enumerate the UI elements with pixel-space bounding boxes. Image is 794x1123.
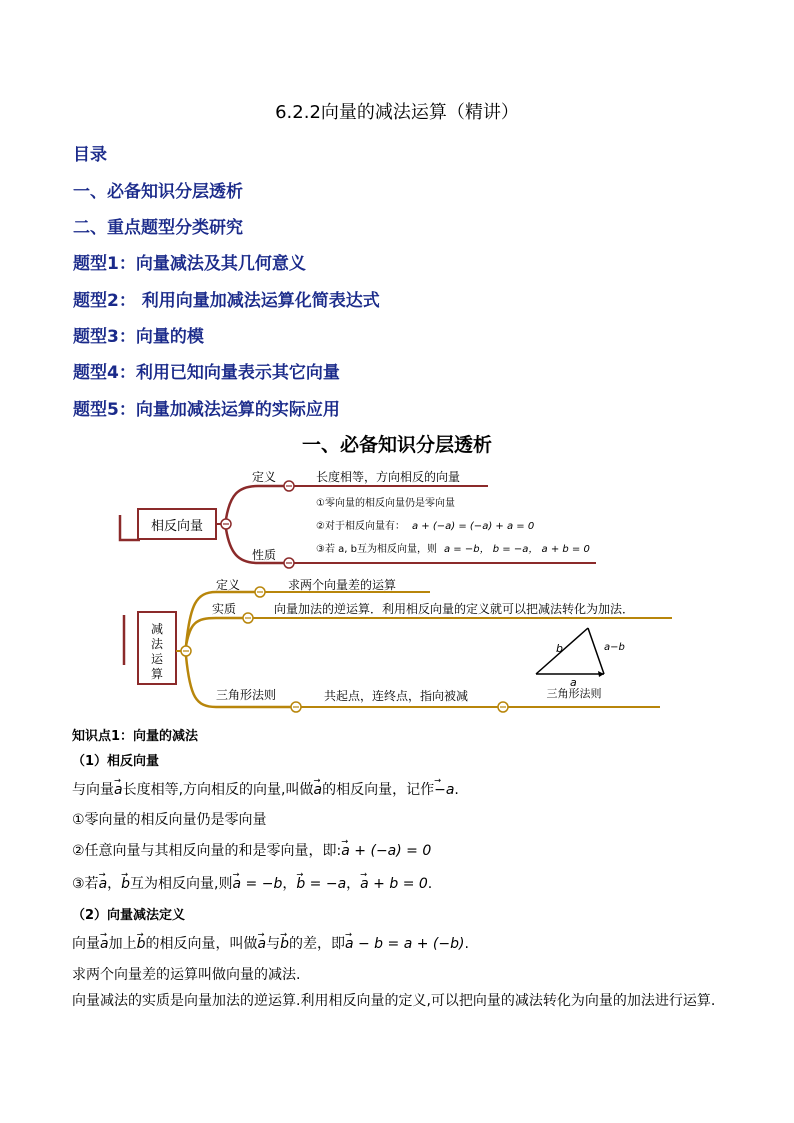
subheading-opposite: （1）相反向量 (72, 754, 160, 769)
mind-map (0, 455, 794, 717)
triangle-a-label: a (570, 676, 577, 689)
vec-a: → a (314, 782, 323, 798)
section-heading: 一、必备知识分层透析 (301, 434, 492, 456)
formula-a-plus-b: → a + b = 0 (360, 876, 428, 892)
triangle-caption: 三角形法则 (546, 687, 602, 700)
triangle-rule-figure (536, 628, 625, 700)
subtraction-def-label: 定义 (215, 578, 241, 592)
subtraction-essence-label: 实质 (211, 602, 237, 616)
toc-item-1[interactable]: 一、必备知识分层透析 (73, 182, 243, 202)
subtraction-branch (124, 577, 672, 712)
triangle-a-minus-b-label: a−b (604, 642, 625, 653)
subtraction-essence-text: 向量加法的逆运算．利用相反向量的定义就可以把减法转化为加法． (274, 602, 635, 616)
page-title: 6.2.2向量的减法运算（精讲） (275, 102, 519, 123)
opposite-prop-3-formula: a = −b， b = −a， a + b = 0 (444, 544, 590, 555)
vec-a: → a (114, 782, 123, 798)
toc-item-4[interactable]: 题型2： 利用向量加减法运算化简表达式 (73, 291, 380, 311)
line-zero-vector: ①零向量的相反向量仍是零向量 (72, 812, 267, 828)
opposite-prop-label: 性质 (251, 548, 277, 562)
subtraction-triangle-text: 共起点，连终点，指向被减 (324, 689, 469, 703)
opposite-prop-2-formula: a + (−a) = (−a) + a = 0 (412, 521, 535, 532)
toc-item-3[interactable]: 题型1：向量减法及其几何意义 (73, 254, 306, 274)
line-subtraction-def: 向量→ a加上→ b的相反向量，叫做→ a与→ b的差，即→ a − b = a + (−b). (72, 933, 469, 953)
line-subtraction-essence: 向量减法的实质是向量加法的逆运算.利用相反向量的定义,可以把向量的减法转化为向量的加法进行运算. (72, 993, 716, 1009)
subtraction-root-char-2: 法 (150, 637, 164, 651)
subtraction-root-char-1: 减 (150, 622, 164, 636)
formula-difference: → a − b = a + (−b) (345, 936, 464, 952)
opposite-def-text: 长度相等，方向相反的向量 (316, 470, 461, 484)
toc-item-2[interactable]: 二、重点题型分类研究 (73, 218, 243, 238)
line-opposite-def: 与向量→ a长度相等,方向相反的向量,叫做→ a的相反向量，记作→ −a. (72, 779, 459, 799)
subtraction-triangle-label: 三角形法则 (215, 688, 277, 702)
knowledge-point-1: 知识点1：向量的减法 (72, 729, 199, 744)
triangle-b-label: b (556, 642, 563, 655)
opposite-prop-2-prefix: ②对于相反向量有： (316, 521, 405, 532)
opposite-vectors-branch (120, 469, 596, 568)
subheading-subtraction: （2）向量减法定义 (72, 908, 186, 923)
subtraction-root-char-4: 算 (150, 667, 164, 681)
toc-item-6[interactable]: 题型4：利用已知向量表示其它向量 (73, 363, 340, 383)
opposite-root-label: 相反向量 (150, 519, 204, 534)
line-sum-zero: ②任意向量与其相反向量的和是零向量，即:→ a + (−a) = 0 (72, 840, 431, 860)
line-subtraction-name: 求两个向量差的运算叫做向量的减法. (72, 967, 301, 983)
opposite-def-label: 定义 (251, 470, 277, 484)
formula-a-neg-b: → a = −b (233, 876, 283, 892)
subtraction-def-text: 求两个向量差的运算 (288, 578, 397, 592)
opposite-prop-3-prefix: ③若 a, b互为相反向量，则 (316, 544, 437, 555)
vec-neg-a: → −a (434, 782, 454, 798)
toc-heading: 目录 (73, 145, 107, 165)
toc-item-7[interactable]: 题型5：向量加减法运算的实际应用 (73, 400, 340, 420)
formula-sum-zero: → a + (−a) = 0 (341, 843, 431, 859)
opposite-prop-1: ①零向量的相反向量仍是零向量 (316, 498, 455, 509)
toc-item-5[interactable]: 题型3：向量的模 (73, 327, 204, 347)
formula-b-neg-a: → b = −a (296, 876, 346, 892)
subtraction-root-char-3: 运 (150, 652, 164, 666)
line-mutual-opposite: ③若→ a，→ b互为相反向量,则→ a = −b，→ b = −a，→ a + b = 0. (72, 873, 432, 893)
